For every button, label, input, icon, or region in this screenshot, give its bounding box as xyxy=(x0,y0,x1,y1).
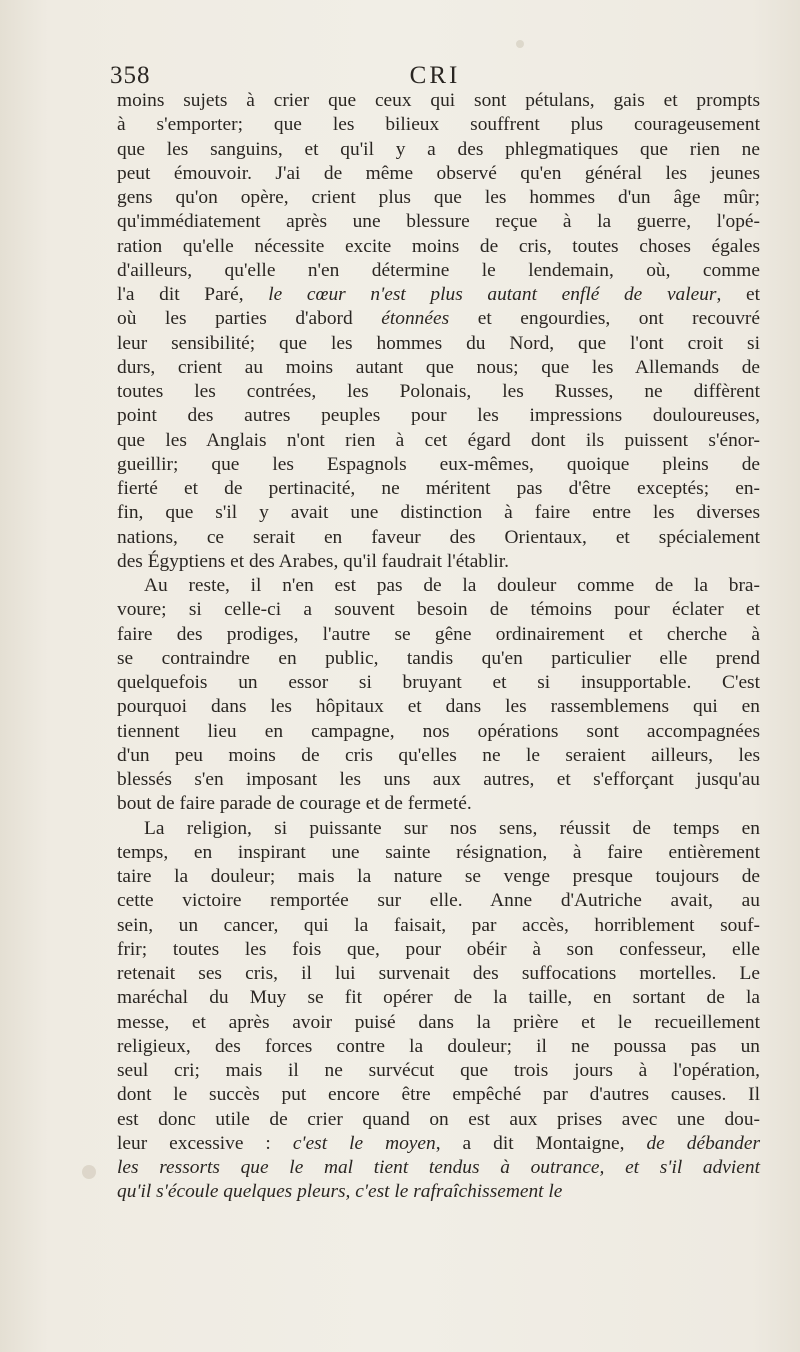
text-line: toutes les contrées, les Polonais, les Russes, ne diffèrent xyxy=(117,381,760,402)
text-line: sein, un cancer, qui la faisait, par accès, horriblement souf- xyxy=(117,914,760,936)
text-line: messe, et après avoir puisé dans la prière et le recueillement xyxy=(117,1011,760,1033)
paper-stain xyxy=(82,1165,96,1179)
body-text xyxy=(117,89,760,1205)
text-line: que les sanguins, et qu'il y a des phlegmatiques que rien ne xyxy=(117,138,760,160)
text-line: maréchal du Muy se fit opérer de la taille, en sortant de la xyxy=(117,987,760,1009)
paragraph xyxy=(117,817,760,1205)
text-line: Au reste, il n'en est pas de la douleur comme de la bra- xyxy=(144,575,760,596)
text-line: seul cri; mais il ne survécut que trois jours à l'opération, xyxy=(117,1060,760,1081)
paragraph xyxy=(117,574,760,817)
text-line: faire des prodiges, l'autre se gêne ordinairement et cherche à xyxy=(117,623,760,645)
text-line: blessés s'en imposant les uns aux autres, et s'efforçant jusqu'au xyxy=(117,769,760,790)
text-line: point des autres peuples pour les impressions douloureuses, xyxy=(117,405,760,427)
text-line: fierté et de pertinacité, ne méritent pas d'être exceptés; en- xyxy=(117,478,760,499)
text-line: que les Anglais n'ont rien à cet égard dont ils puissent s'énor- xyxy=(117,429,760,451)
italic-text: étonnées xyxy=(381,308,450,330)
text-line: La religion, si puissante sur nos sens, réussit de temps en xyxy=(144,817,760,839)
text-line: religieux, des forces contre la douleur; il ne poussa pas un xyxy=(117,1035,760,1057)
text-line: gueillir; que les Espagnols eux-mêmes, quoique pleins de xyxy=(117,453,760,475)
page-header xyxy=(110,62,760,92)
text-line: cette victoire remportée sur elle. Anne d'Autriche avait, au xyxy=(117,890,760,912)
text-line: d'un peu moins de cris qu'elles ne le seraient ailleurs, les xyxy=(117,744,760,766)
text-line: quelquefois un essor si bruyant et si insupportable. C'est xyxy=(117,672,760,693)
text-line: fin, que s'il y avait une distinction à faire entre les diverses xyxy=(117,502,760,524)
text-line: pourquoi dans les hôpitaux et dans les rassemblemens qui en xyxy=(117,696,760,718)
text-line: tiennent lieu en campagne, nos opérations sont accompagnées xyxy=(117,720,760,742)
text-line: qu'immédiatement après une blessure reçue à la guerre, l'opé- xyxy=(117,211,760,233)
page-number: 358 xyxy=(110,62,151,89)
text-line: des Égyptiens et des Arabes, qu'il faudrait l'établir. xyxy=(117,550,510,572)
text-line: retenait ses cris, il lui survenait des suffocations mortelles. Le xyxy=(117,963,760,984)
text-line: taire la douleur; mais la nature se venge presque toujours de xyxy=(117,866,760,887)
text-line: bout de faire parade de courage et de fermeté. xyxy=(117,793,472,815)
text-line xyxy=(117,1156,760,1180)
text-line: ration qu'elle nécessite excite moins de cris, toutes choses égales xyxy=(117,235,760,257)
text-line: nations, ce serait en faveur des Orientaux, et spécialement xyxy=(117,526,760,548)
text-line: leur excessive : c'est le moyen, a dit Montaigne, de débander xyxy=(117,1132,760,1154)
text-line: frir; toutes les fois que, pour obéir à son confesseur, elle xyxy=(117,938,760,960)
text-line xyxy=(117,1180,760,1204)
italic-text: qu'il s'écoule quelques pleurs, c'est le rafraîchissement le xyxy=(117,1181,563,1203)
text-line: peut émouvoir. J'ai de même observé qu'en général les jeunes xyxy=(117,162,760,184)
italic-text: de débander xyxy=(646,1132,760,1154)
running-head: CRI xyxy=(409,62,461,89)
text-line: leur sensibilité; que les hommes du Nord, que l'ont croit si xyxy=(117,332,760,354)
text-line: gens qu'on opère, crient plus que les hommes d'un âge mûr; xyxy=(117,187,760,208)
paragraph xyxy=(117,89,760,574)
text-line: voure; si celle-ci a souvent besoin de témoins pour éclater et xyxy=(117,599,760,621)
text-line: durs, crient au moins autant que nous; que les Allemands de xyxy=(117,356,760,378)
text-line: d'ailleurs, qu'elle n'en détermine le lendemain, où, comme xyxy=(117,259,760,281)
italic-text: le cœur n'est plus autant enflé de valeur xyxy=(268,284,717,305)
text-line: dont le succès put encore être empêché par d'autres causes. Il xyxy=(117,1084,760,1106)
text-line: se contraindre en public, tandis qu'en particulier elle prend xyxy=(117,647,760,669)
italic-text: les ressorts que le mal tient tendus à outrance, et s'il advient xyxy=(117,1157,760,1178)
text-line: est donc utile de crier quand on est aux prises avec une dou- xyxy=(117,1108,760,1130)
italic-text: c'est le moyen xyxy=(292,1132,436,1154)
text-line: où les parties d'abord étonnées et engourdies, ont recouvré xyxy=(117,308,760,330)
text-line: à s'emporter; que les bilieux souffrent plus courageusement xyxy=(117,114,760,136)
paper-stain xyxy=(516,40,524,48)
text-line: l'a dit Paré, le cœur n'est plus autant enflé de valeur, et xyxy=(117,284,760,305)
text-line: moins sujets à crier que ceux qui sont pétulans, gais et prompts xyxy=(117,90,760,111)
text-line: temps, en inspirant une sainte résignation, à faire entièrement xyxy=(117,841,760,863)
